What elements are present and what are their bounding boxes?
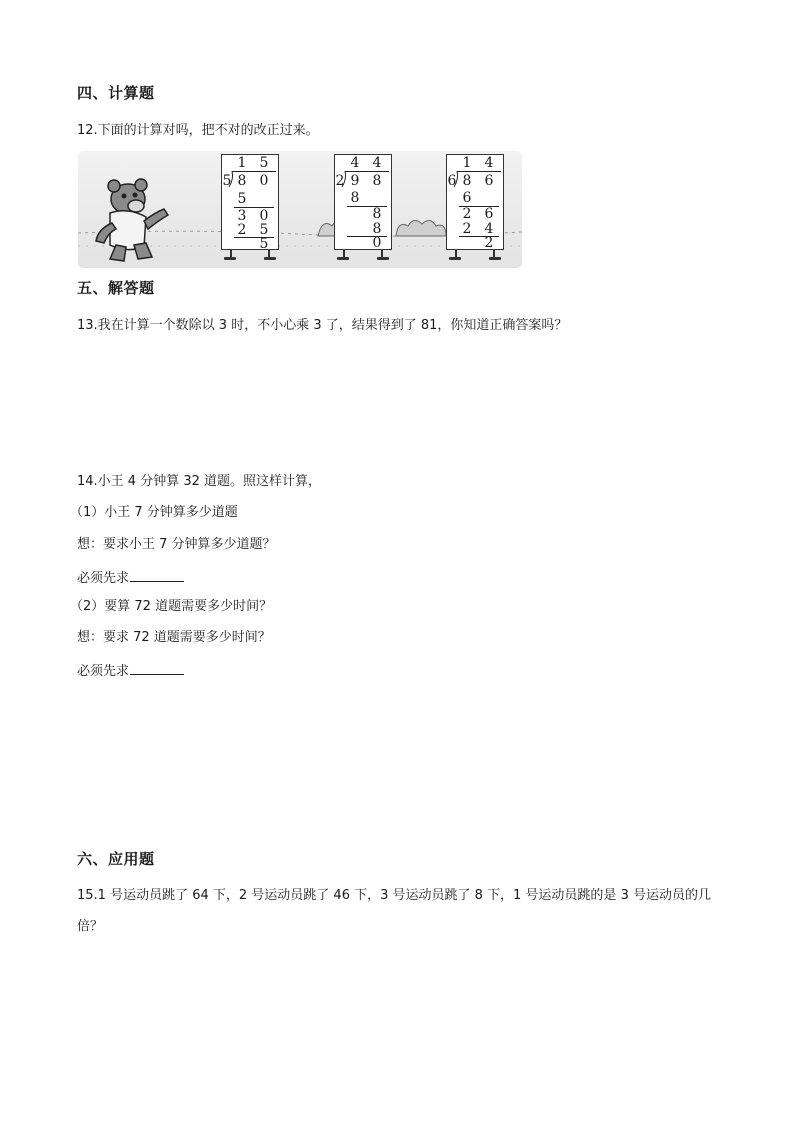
question-14-part-2-must <box>77 660 184 682</box>
quotient-digit: 1 <box>462 155 472 171</box>
division-board-2 <box>334 154 392 250</box>
remainder-digit: 2 <box>484 235 494 251</box>
quotient-digit: 1 <box>237 155 247 171</box>
step-digit: 3 <box>237 208 247 224</box>
step-digit: 2 <box>237 222 247 238</box>
division-board-1 <box>221 154 279 250</box>
answer-blank-1[interactable] <box>130 567 184 582</box>
step-digit: 2 <box>462 206 472 222</box>
dividend-digit: 9 <box>350 173 360 189</box>
question-14-part-1-must <box>77 567 184 589</box>
must-first-label: 必须先求 <box>77 664 130 679</box>
question-14-part-2: （2）要算 72 道题需要多少时间？ <box>70 599 273 614</box>
step-digit: 6 <box>484 206 494 222</box>
section-6-title: 六、应用题 <box>77 850 155 868</box>
dividend-digit: 8 <box>462 173 472 189</box>
step-digit: 5 <box>237 191 247 207</box>
question-14-part-1-think: 想：要求小王 7 分钟算多少道题？ <box>77 537 276 552</box>
dividend-digit: 8 <box>372 173 382 189</box>
dividend-digit: 6 <box>484 173 494 189</box>
step-digit: 0 <box>259 208 269 224</box>
must-first-label: 必须先求 <box>77 571 130 586</box>
remainder-digit: 5 <box>259 236 269 252</box>
remainder-digit: 0 <box>372 235 382 251</box>
question-14-part-2-think: 想：要求 72 道题需要多少时间？ <box>77 630 271 645</box>
division-illustration <box>78 151 522 268</box>
question-12-text: 12.下面的计算对吗，把不对的改正过来。 <box>77 123 319 138</box>
quotient-digit: 5 <box>259 155 269 171</box>
section-4-title: 四、计算题 <box>77 84 155 102</box>
quotient-digit: 4 <box>350 155 360 171</box>
question-15-line-1: 15.1 号运动员跳了 64 下，2 号运动员跳了 46 下，3 号运动员跳了 8 下，1 号运动员跳的是 3 号运动员的几 <box>77 888 711 903</box>
answer-blank-2[interactable] <box>130 660 184 675</box>
dividend-digit: 0 <box>259 173 269 189</box>
quotient-digit: 4 <box>484 155 494 171</box>
divisor-digit: 2 <box>335 173 345 189</box>
step-digit: 6 <box>462 190 472 206</box>
dividend-digit: 8 <box>237 173 247 189</box>
question-14-part-1: （1）小王 7 分钟算多少道题 <box>70 505 238 520</box>
question-15-line-2: 倍？ <box>77 919 104 934</box>
section-5-title: 五、解答题 <box>77 279 155 297</box>
step-digit: 8 <box>372 206 382 222</box>
step-digit: 5 <box>259 222 269 238</box>
question-14-text: 14.小王 4 分钟算 32 道题。照这样计算， <box>77 474 322 489</box>
step-digit: 2 <box>462 221 472 237</box>
divisor-digit: 6 <box>447 173 457 189</box>
step-digit: 4 <box>484 221 494 237</box>
division-board-3 <box>446 154 504 250</box>
quotient-digit: 4 <box>372 155 382 171</box>
divisor-digit: 5 <box>222 173 232 189</box>
bear-icon <box>96 179 168 261</box>
step-digit: 8 <box>372 221 382 237</box>
step-digit: 8 <box>350 190 360 206</box>
question-13-text: 13.我在计算一个数除以 3 时，不小心乘 3 了，结果得到了 81，你知道正确答案吗？ <box>77 318 568 333</box>
